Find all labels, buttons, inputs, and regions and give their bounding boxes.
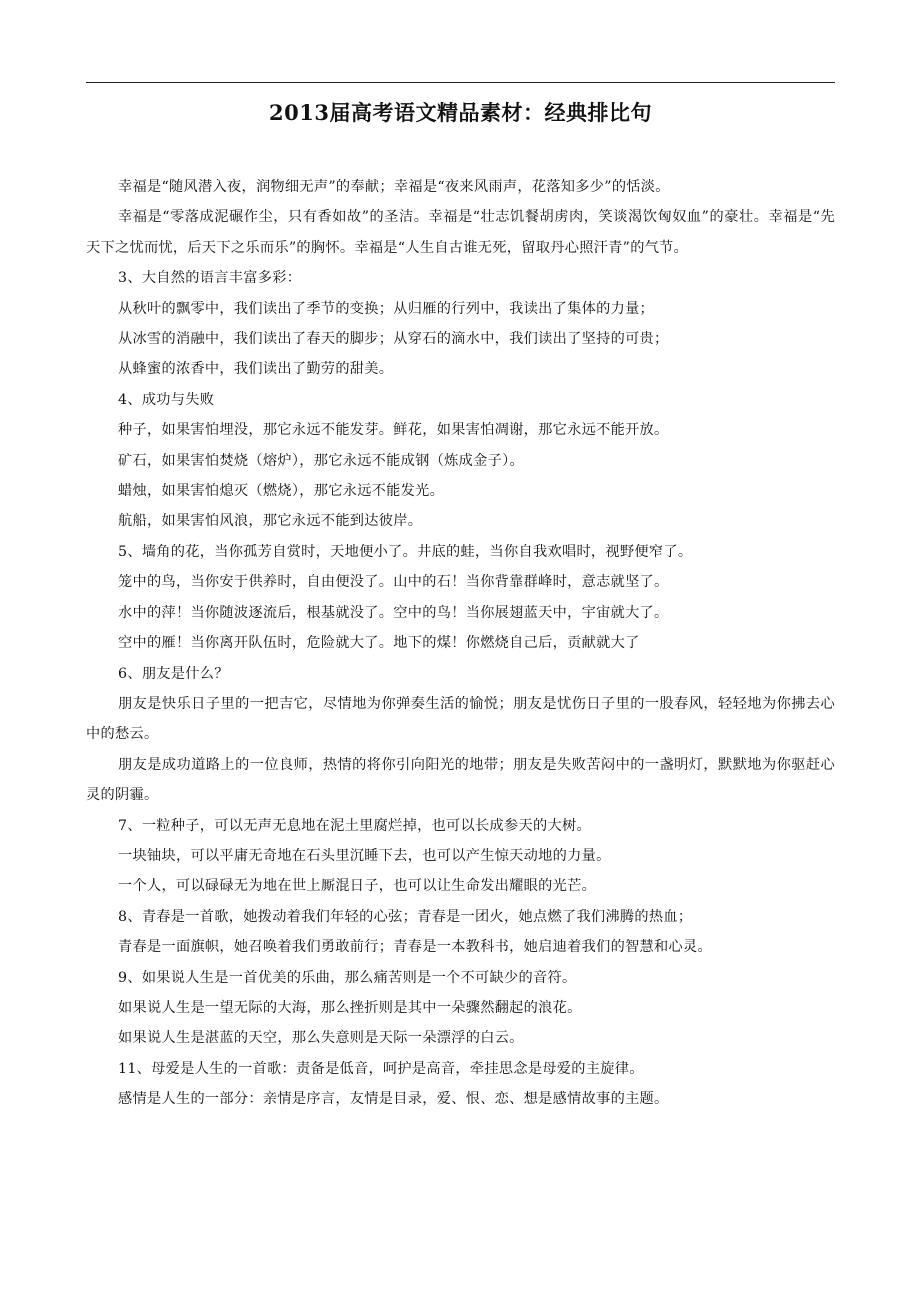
section-heading: 6、朋友是什么？	[118, 665, 229, 682]
paragraph: 一块铀块，可以平庸无奇地在石头里沉睡下去，也可以产生惊天动地的力量。	[118, 847, 611, 864]
paragraph: 8、青春是一首歌，她拨动着我们年轻的心弦；青春是一团火，她点燃了我们沸腾的热血；	[118, 908, 693, 925]
header-rule	[86, 82, 835, 83]
paragraph: 从蜂蜜的浓香中，我们读出了勤劳的甜美。	[118, 361, 394, 378]
paragraph: 种子，如果害怕埋没，那它永远不能发芽。鲜花，如果害怕凋谢，那它永远不能开放。	[118, 422, 669, 439]
document-body	[86, 172, 835, 1115]
paragraph: 水中的萍！当你随波逐流后，根基就没了。空中的鸟！当你展翅蓝天中，宇宙就大了。	[118, 604, 669, 621]
paragraph: 矿石，如果害怕焚烧（熔炉），那它永远不能成钢（炼成金子）。	[118, 452, 524, 469]
paragraph: 7、一粒种子，可以无声无息地在泥土里腐烂掉，也可以长成参天的大树。	[118, 817, 591, 834]
section-heading: 3、大自然的语言丰富多彩：	[118, 270, 302, 287]
paragraph: 朋友是快乐日子里的一把吉它，尽情地为你弹奏生活的愉悦；朋友是忧伤日子里的一股春风，轻轻地为你拂去心中的愁云。	[86, 695, 835, 743]
paragraph: 空中的雁！当你离开队伍时，危险就大了。地下的煤！你燃烧自己后，贡献就大了	[118, 635, 640, 652]
paragraph: 航船，如果害怕风浪，那它永远不能到达彼岸。	[118, 513, 423, 530]
paragraph: 朋友是成功道路上的一位良师，热情的将你引向阳光的地带；朋友是失败苦闷中的一盏明灯，默默地为你驱赶心灵的阴霾。	[86, 756, 835, 804]
paragraph: 11、母爱是人生的一首歌：责备是低音，呵护是高音，牵挂思念是母爱的主旋律。	[118, 1060, 644, 1077]
paragraph: 9、如果说人生是一首优美的乐曲，那么痛苦则是一个不可缺少的音符。	[118, 969, 577, 986]
paragraph: 感情是人生的一部分：亲情是序言，友情是目录，爱、恨、恋、想是感情故事的主题。	[118, 1091, 669, 1108]
document-title: 2013届高考语文精品素材：经典排比句	[269, 100, 652, 125]
paragraph: 蜡烛，如果害怕熄灭（燃烧），那它永远不能发光。	[118, 483, 445, 500]
paragraph: 一个人，可以碌碌无为地在世上厮混日子，也可以让生命发出耀眼的光芒。	[118, 878, 597, 895]
paragraph: 从冰雪的消融中，我们读出了春天的脚步；从穿石的滴水中，我们读出了坚持的可贵；	[118, 331, 669, 348]
paragraph: 幸福是“随风潜入夜，润物细无声”的奉献；幸福是“夜来风雨声，花落知多少”的恬淡。	[118, 179, 670, 195]
paragraph: 笼中的鸟，当你安于供养时，自由便没了。山中的石！当你背靠群峰时，意志就坚了。	[118, 574, 669, 591]
paragraph: 幸福是“零落成泥碾作尘，只有香如故”的圣洁。幸福是“壮志饥餐胡虏肉，笑谈渴饮匈奴血”的豪壮。幸福是“先天下之忧而忧，后天下之乐而乐”的胸怀。幸福是“人生自古谁无死，留取丹心照汗青”的气节。	[86, 209, 835, 256]
paragraph: 从秋叶的飘零中，我们读出了季节的变换；从归雁的行列中，我读出了集体的力量；	[118, 300, 655, 317]
paragraph: 如果说人生是湛蓝的天空，那么失意则是天际一朵漂浮的白云。	[118, 1030, 524, 1047]
paragraph: 5、墙角的花，当你孤芳自赏时，天地便小了。井底的蛙，当你自我欢唱时，视野便窄了。	[118, 543, 693, 560]
paragraph: 青春是一面旗帜，她召唤着我们勇敢前行；青春是一本教科书，她启迪着我们的智慧和心灵。	[118, 939, 712, 956]
section-heading: 4、成功与失败	[118, 391, 215, 408]
paragraph: 如果说人生是一望无际的大海，那么挫折则是其中一朵骤然翻起的浪花。	[118, 999, 582, 1016]
